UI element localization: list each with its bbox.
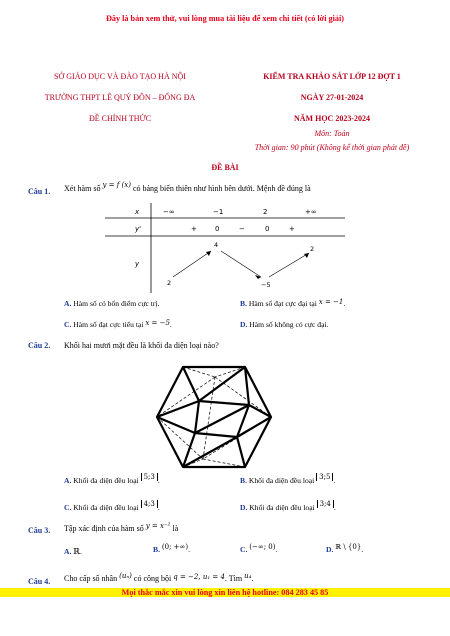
q1-formula: y = f (x) (102, 181, 131, 189)
q1-option-c[interactable]: C. Hàm số đạt cực tiểu tại x = −5. (64, 319, 172, 329)
question-3-number: Câu 3. (28, 526, 51, 535)
q3-c-letter: C. (240, 545, 248, 554)
q2-d-letter: D. (240, 503, 248, 512)
q1-a-letter: A. (64, 299, 72, 308)
table-yprime-label: y' (135, 225, 142, 233)
y-val-right: 2 (310, 245, 315, 253)
hotline-banner: Mọi thắc mắc xin vui lòng xin liên hệ hotline: 084 283 45 85 (0, 588, 450, 597)
q2-d-text: Khối đa diện đều loại (249, 503, 315, 512)
sign-1: + (191, 225, 197, 233)
x-val-1: −∞ (163, 208, 175, 216)
q2-a-text: Khối đa diện đều loại (73, 476, 139, 485)
sign-2: 0 (215, 225, 220, 233)
q1-b-math: x = −1 (318, 298, 344, 306)
q2-b-math: 3;5 (316, 473, 333, 481)
q4-seq: (uₙ) (119, 572, 132, 580)
exam-date: NGÀY 27-01-2024 (300, 93, 364, 102)
y-val-left: 2 (167, 279, 172, 287)
q2-d-math: 3;4 (317, 500, 334, 508)
section-title: ĐỀ BÀI (211, 163, 239, 172)
q3-a-math: ℝ (73, 547, 80, 556)
q2-a-letter: A. (64, 476, 72, 485)
variation-table (105, 203, 345, 293)
q1-b-text: Hàm số đạt cực đại tại (248, 299, 317, 308)
q1-c-letter: C. (64, 320, 72, 329)
question-1-text (64, 181, 311, 193)
sign-4: 0 (265, 225, 270, 233)
x-val-3: 2 (263, 208, 268, 216)
q4-pre: Cho cấp số nhân (64, 574, 118, 583)
q1-c-math: x = −5 (145, 319, 170, 327)
q3-option-a[interactable]: A. ℝ. (64, 547, 82, 556)
q1-d-letter: D. (240, 320, 248, 329)
question-1-number: Câu 1. (28, 187, 51, 196)
q2-option-c[interactable]: C. Khối đa diện đều loại 4;3 . (64, 500, 160, 512)
arrow-up-1 (173, 251, 211, 277)
q1-option-d[interactable] (240, 320, 329, 329)
q3-formula: y = x⁻² (145, 522, 171, 530)
q2-c-text: Khối đa diện đều loại (73, 503, 139, 512)
q2-option-d[interactable]: D. Khối đa diện đều loại 3;4 . (240, 500, 336, 512)
q2-option-a[interactable]: A. Khối đa diện đều loại 5;3 . (64, 473, 160, 485)
q4-cond: q = −2, u₁ = 4 (173, 573, 225, 581)
official-label: ĐỀ CHÍNH THỨC (88, 114, 152, 123)
subject-label: Môn: Toán (314, 129, 350, 138)
sign-3: − (239, 225, 245, 233)
q3-c-math: (−∞; 0) (249, 543, 276, 551)
q3-post: là (172, 524, 179, 533)
q3-b-math: (0; +∞) (161, 543, 189, 551)
q1-a-text: Hàm số có bốn điểm cực trị. (73, 299, 160, 308)
q1-option-a[interactable] (64, 299, 159, 308)
q3-d-letter: D. (326, 545, 334, 554)
q3-pre: Tập xác định của hàm số (64, 524, 144, 533)
q1-pre: Xét hàm số (64, 184, 101, 193)
question-4-number: Câu 4. (28, 577, 51, 586)
sign-5: + (289, 225, 295, 233)
q2-c-math: 4;3 (141, 500, 158, 508)
x-val-2: −1 (213, 208, 224, 216)
exam-title: KIỂM TRA KHẢO SÁT LỚP 12 ĐỢT 1 (263, 72, 401, 81)
q4-post: . Tìm (224, 574, 243, 583)
q4-target: u₄ (244, 572, 252, 580)
q3-option-d[interactable]: D. ℝ \ {0}. (326, 543, 364, 554)
time-label: Thời gian: 90 phút (Không kể thời gian phát đề) (254, 143, 410, 152)
question-4-text: Cho cấp số nhân (uₙ) có công bội q = −2, u₁ = 4. Tìm u₄. (64, 572, 254, 583)
q2-b-letter: B. (240, 476, 247, 485)
q2-option-b[interactable]: B. Khối đa diện đều loại 3;5 . (240, 473, 336, 485)
q3-option-b[interactable]: B. (0; +∞). (153, 543, 190, 554)
y-val-min: −5 (261, 281, 271, 289)
preview-banner: Đây là bản xem thử, vui lòng mua tài liệu để xem chi tiết (có lời giải) (105, 14, 344, 23)
table-y-label: y (135, 260, 140, 268)
q4-mid: có công bội (133, 574, 172, 583)
q1-post: có bảng biến thiên như hình bên dưới. Mệnh đề đúng là (132, 184, 311, 193)
q3-option-c[interactable]: C. (−∞; 0). (240, 543, 278, 554)
arrow-up-2 (269, 253, 309, 277)
school-name: TRƯỜNG THPT LÊ QUÝ ĐÔN – ĐỐNG ĐA (44, 93, 196, 102)
arrow-down (221, 251, 261, 277)
x-val-4: +∞ (305, 208, 317, 216)
table-x-label: x (135, 208, 140, 216)
q2-c-letter: C. (64, 503, 72, 512)
question-3-text (64, 524, 178, 533)
q1-b-letter: B. (240, 299, 247, 308)
q1-option-b[interactable]: B. Hàm số đạt cực đại tại x = −1. (240, 298, 346, 308)
q1-c-text: Hàm số đạt cực tiểu tại (73, 320, 144, 329)
icosahedron-figure (153, 363, 275, 471)
question-2-text: Khối hai mươi mặt đều là khối đa diện loại nào? (64, 341, 219, 350)
q1-d-text: Hàm số không có cực đại. (249, 320, 329, 329)
q2-a-math: 5;3 (141, 473, 158, 481)
dept-name: SỞ GIÁO DỤC VÀ ĐÀO TẠO HÀ NỘI (54, 72, 186, 81)
q3-a-letter: A. (64, 547, 72, 556)
y-val-max: 4 (214, 241, 219, 249)
q2-b-text: Khối đa diện đều loại (248, 476, 315, 485)
question-2-number: Câu 2. (28, 341, 51, 350)
q3-b-letter: B. (153, 545, 160, 554)
q3-d-math: ℝ \ {0} (335, 543, 362, 551)
school-year: NĂM HỌC 2023-2024 (294, 114, 370, 123)
